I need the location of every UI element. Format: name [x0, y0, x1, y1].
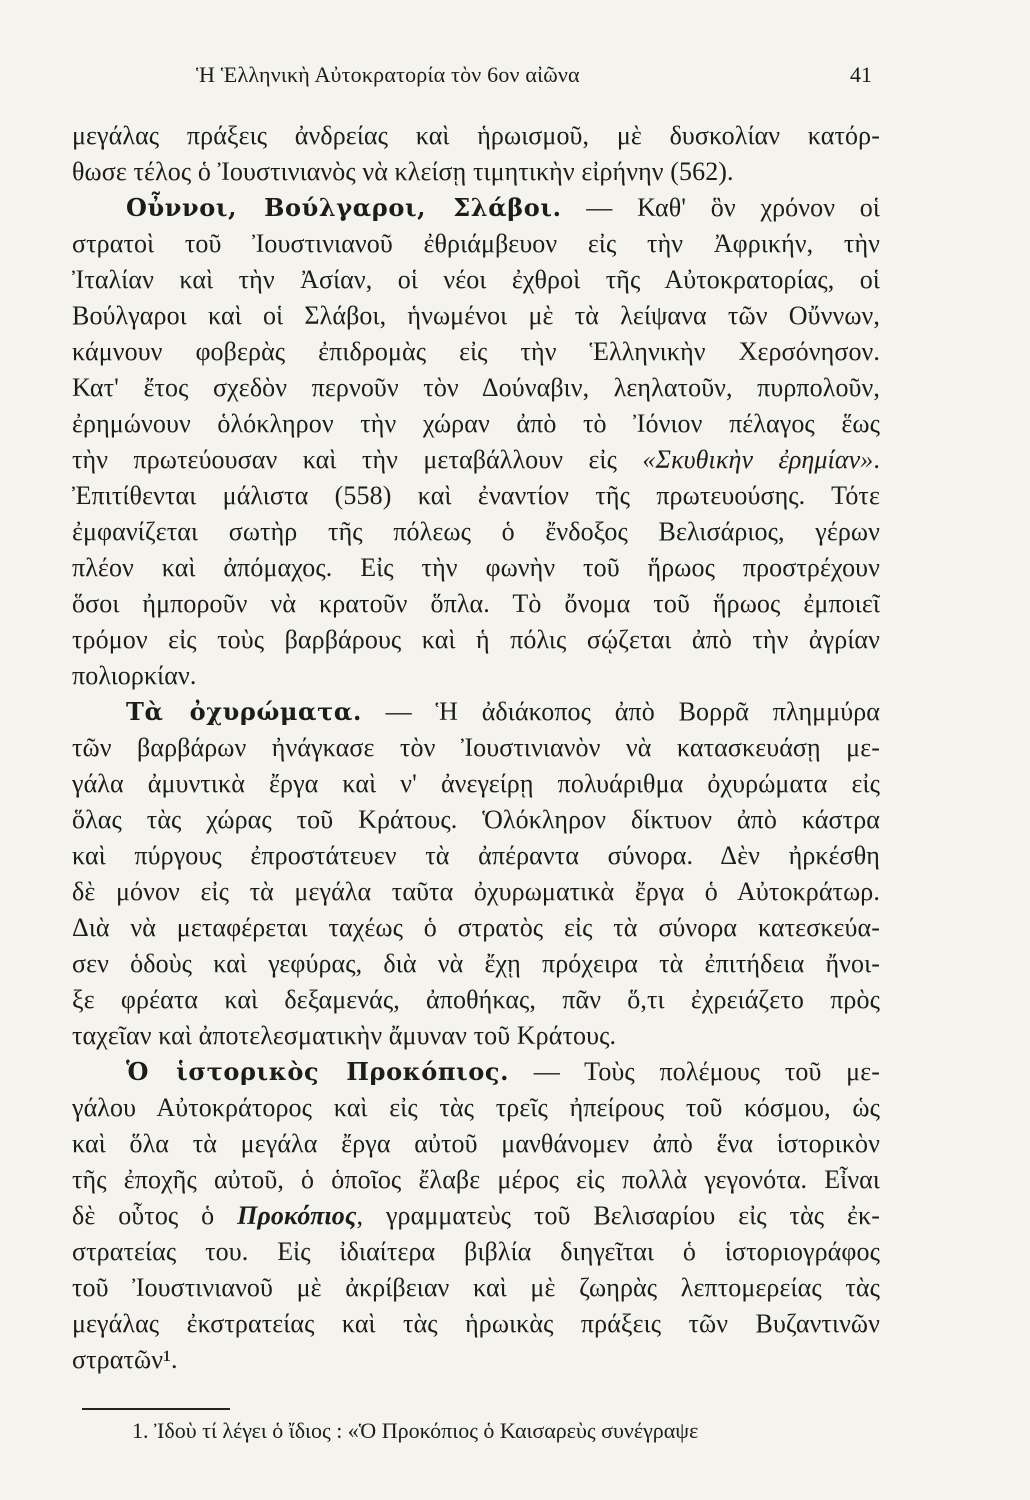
line-text: στρατοὶ τοῦ Ἰουστινιανοῦ ἐθριάμβευον εἰς τὴν Ἀφρικήν, τὴν — [72, 229, 880, 258]
text-line — [72, 946, 880, 982]
text-line — [72, 658, 880, 694]
line-text: Βούλγαροι καὶ οἱ Σλάβοι, ἡνωμένοι μὲ τὰ λείψανα τῶν Οὔννων, — [72, 301, 880, 330]
text-line — [72, 874, 880, 910]
text-line — [72, 298, 880, 334]
line-text: — Καθ' ὃν χρόνον οἱ — [561, 193, 880, 222]
line-text: ὅλας τὰς χώρας τοῦ Κράτους. Ὁλόκληρον δίκτυον ἀπὸ κάστρα — [72, 805, 880, 834]
text-line — [72, 514, 880, 550]
text-line — [72, 118, 880, 154]
line-text: ὅσοι ἠμποροῦν νὰ κρατοῦν ὅπλα. Τὸ ὄνομα τοῦ ἥρωος ἐμποιεῖ — [72, 589, 880, 618]
line-text: γάλα ἀμυντικὰ ἔργα καὶ ν' ἀνεγείρῃ πολυάριθμα ὀχυρώματα εἰς — [72, 769, 880, 798]
text-line — [72, 694, 880, 730]
text-line — [72, 982, 880, 1018]
text-line — [72, 766, 880, 802]
line-text: τὴν πρωτεύουσαν καὶ τὴν μεταβάλλουν εἰς — [72, 445, 643, 474]
text-line — [72, 406, 880, 442]
line-text: τοῦ Ἰουστινιανοῦ μὲ ἀκρίβειαν καὶ μὲ ζωηρὰς λεπτομερείας τὰς — [72, 1273, 880, 1302]
text-line — [72, 334, 880, 370]
line-text: ἐμφανίζεται σωτὴρ τῆς πόλεως ὁ ἔνδοξος Βελισάριος, γέρων — [72, 517, 880, 546]
line-text: θωσε τέλος ὁ Ἰουστινιανὸς νὰ κλείσῃ τιμητικὴν εἰρήνην (562). — [72, 157, 734, 186]
line-text: Ἐπιτίθενται μάλιστα (558) καὶ ἐναντίον τῆς πρωτευούσης. Τότε — [72, 481, 880, 510]
text-line — [72, 730, 880, 766]
text-line — [72, 1126, 880, 1162]
line-text: δὲ μόνον εἰς τὰ μεγάλα ταῦτα ὀχυρωματικὰ ἔργα ὁ Αὐτοκράτωρ. — [72, 877, 880, 906]
line-tail: , γραμματεὺς τοῦ Βελισαρίου εἰς τὰς ἐκ- — [356, 1201, 880, 1230]
line-text: Κατ' ἔτος σχεδὸν περνοῦν τὸν Δούναβιν, λεηλατοῦν, πυρπολοῦν, — [72, 373, 880, 402]
line-text: καὶ ὅλα τὰ μεγάλα ἔργα αὐτοῦ μανθάνομεν ἀπὸ ἕνα ἱστορικὸν — [72, 1129, 880, 1158]
text-line — [72, 1234, 880, 1270]
line-text: ξε φρέατα καὶ δεξαμενάς, ἀποθήκας, πᾶν ὅ,τι ἐχρειάζετο πρὸς — [72, 985, 880, 1014]
text-line — [72, 190, 880, 226]
body-text — [72, 118, 880, 1378]
quoted-phrase: «Σκυθικὴν ἐρημίαν» — [642, 445, 874, 474]
text-line — [72, 442, 880, 478]
text-line — [72, 370, 880, 406]
line-text: στρατῶν¹. — [72, 1345, 178, 1374]
line-text: καὶ πύργους ἐπροστάτευεν τὰ ἀπέραντα σύνορα. Δὲν ἠρκέσθη — [72, 841, 880, 870]
text-line — [72, 478, 880, 514]
line-text: δὲ οὗτος ὁ — [72, 1201, 238, 1230]
line-text: μεγάλας πράξεις ἀνδρείας καὶ ἡρωισμοῦ, μὲ δυσκολίαν κατόρ- — [72, 121, 880, 150]
text-line — [72, 262, 880, 298]
text-line — [72, 1018, 880, 1054]
line-text: μεγάλας ἐκστρατείας καὶ τὰς ἡρωικὰς πράξεις τῶν Βυζαντινῶν — [72, 1309, 880, 1338]
text-line — [72, 226, 880, 262]
line-text: Διὰ νὰ μεταφέρεται ταχέως ὁ στρατὸς εἰς τὰ σύνορα κατεσκεύα- — [72, 913, 880, 942]
text-line — [72, 910, 880, 946]
footnote-rule — [82, 1408, 230, 1410]
text-line — [72, 1090, 880, 1126]
section-heading: Ὁ ἱστορικὸς Προκόπιος. — [126, 1057, 510, 1086]
text-line — [72, 1162, 880, 1198]
line-text: τρόμον εἰς τοὺς βαρβάρους καὶ ἡ πόλις σῴζεται ἀπὸ τὴν ἀγρίαν — [72, 625, 880, 654]
line-text: ταχεῖαν καὶ ἀποτελεσματικὴν ἄμυναν τοῦ Κράτους. — [72, 1021, 617, 1050]
emphasized-name: Προκόπιος — [237, 1201, 357, 1230]
line-text: — Ἡ ἀδιάκοπος ἀπὸ Βορρᾶ πλημμύρα — [361, 697, 880, 726]
text-line — [72, 154, 880, 190]
text-line — [72, 1342, 880, 1378]
line-text: γάλου Αὐτοκράτορος καὶ εἰς τὰς τρεῖς ἠπείρους τοῦ κόσμου, ὡς — [72, 1093, 880, 1122]
line-text: — Τοὺς πολέμους τοῦ με- — [509, 1057, 880, 1086]
text-line — [72, 550, 880, 586]
page-number: 41 — [850, 62, 872, 87]
line-text: τῶν βαρβάρων ἠνάγκασε τὸν Ἰουστινιανὸν νὰ κατασκευάσῃ με- — [72, 733, 880, 762]
line-text: ἐρημώνουν ὁλόκληρον τὴν χώραν ἀπὸ τὸ Ἰόνιον πέλαγος ἕως — [72, 409, 880, 438]
section-heading: Οὖννοι, Βούλγαροι, Σλάβοι. — [126, 193, 562, 222]
line-text: κάμνουν φοβερὰς ἐπιδρομὰς εἰς τὴν Ἑλληνικὴν Χερσόνησον. — [72, 337, 880, 366]
text-line — [72, 838, 880, 874]
line-text: Ἰταλίαν καὶ τὴν Ἀσίαν, οἱ νέοι ἐχθροὶ τῆς Αὐτοκρατορίας, οἱ — [72, 265, 880, 294]
line-tail: . — [873, 445, 880, 474]
line-text: στρατείας του. Εἰς ἰδιαίτερα βιβλία διηγεῖται ὁ ἱστοριογράφος — [72, 1237, 880, 1266]
header-title: Ἡ Ἑλληνικὴ Αὐτοκρατορία τὸν 6ον αἰῶνα — [196, 62, 580, 87]
line-text: σεν ὁδοὺς καὶ γεφύρας, διὰ νὰ ἔχῃ πρόχειρα τὰ ἐπιτήδεια ἤνοι- — [72, 949, 880, 978]
text-line — [72, 1054, 880, 1090]
running-header — [196, 62, 872, 96]
text-line — [72, 586, 880, 622]
line-text: πολιορκίαν. — [72, 661, 197, 690]
text-line — [72, 802, 880, 838]
text-line — [72, 1306, 880, 1342]
line-text: πλέον καὶ ἀπόμαχος. Εἰς τὴν φωνὴν τοῦ ἥρωος προστρέχουν — [72, 553, 880, 582]
section-heading: Τὰ ὀχυρώματα. — [126, 697, 362, 726]
text-line — [72, 1198, 880, 1234]
text-line — [72, 622, 880, 658]
line-text: τῆς ἐποχῆς αὐτοῦ, ὁ ὁποῖος ἔλαβε μέρος εἰς πολλὰ γεγονότα. Εἶναι — [72, 1165, 880, 1194]
footnote: 1. Ἰδοὺ τί λέγει ὁ ἴδιος : «Ὁ Προκόπιος ὁ Καισαρεὺς συνέγραψε — [132, 1418, 699, 1443]
text-line — [72, 1270, 880, 1306]
